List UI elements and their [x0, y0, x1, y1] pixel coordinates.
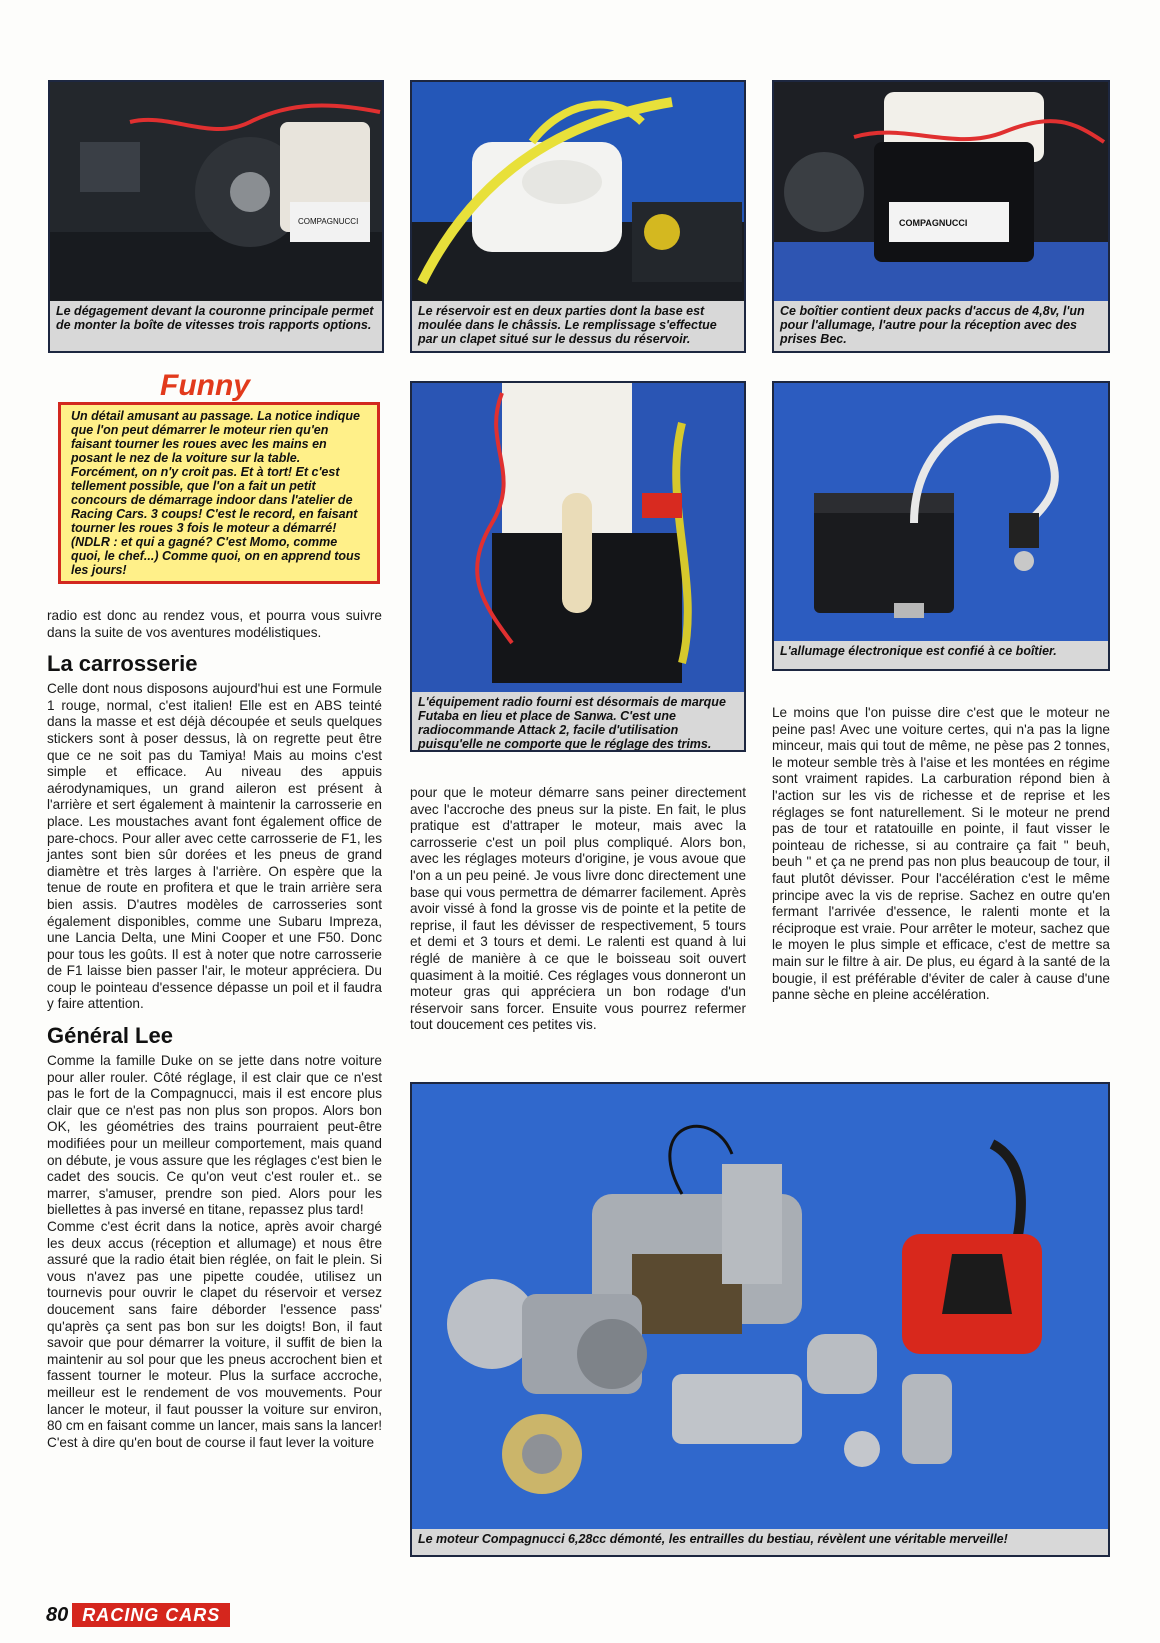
caption-photo-2: Le réservoir est en deux parties dont la base est moulée dans le châssis. Le remplissage s'effectue par un clapet situé sur le dessus du réservoir. — [412, 301, 744, 351]
page-number: 80 — [46, 1604, 69, 1626]
column-2 — [410, 785, 746, 1034]
funny-box — [58, 402, 380, 584]
brand-label-3: COMPAGNUCCI — [899, 218, 968, 228]
caption-photo-5: L'allumage électronique est confié à ce boîtier. — [774, 641, 1108, 669]
caption-photo-1: Le dégagement devant la couronne principale permet de monter la boîte de vitesses trois rapports options. — [50, 301, 382, 351]
fuel-tank-image — [412, 82, 744, 305]
caption-photo-3: Ce boîtier contient deux packs d'accus de 4,8v, l'un pour l'allumage, l'autre pour la réception avec des prises Bec. — [774, 301, 1108, 351]
battery-box-image — [774, 82, 1108, 305]
photo-fuel-tank — [410, 80, 746, 353]
photo-radio-equipment — [410, 381, 746, 752]
column-1 — [47, 608, 382, 1451]
photo-battery-box — [772, 80, 1110, 353]
heading-la-carrosserie: La carrosserie — [47, 651, 198, 677]
para-demarrage: Comme c'est écrit dans la notice, après avoir chargé les deux accus (réception et allumage) et nous être assuré que la radio était bien réglée, on fait le plein. Si vous n'avez pas une pipette coudée, utilisez un tournevis pour ouvrir le clapet du réservoir et versez doucement sans faire déborder l'essence pass' qu'après ça sent pas bon sur les doigts! Bon, il faut savoir que pour démarrer la voiture, il suffit de bien la maintenir au sol pour que les pneus accrochent bien et fassent tourner le moteur. Plus la surface accroche, meilleur est le rendement de vos mouvements. Pour lancer le moteur, il faut pousser la voiture sur environ, 80 cm en faisant comme un lancer, mais sans la lancer! C'est à dire qu'en bout de course il faut lever la voiture — [47, 1219, 382, 1450]
column-1-intro: radio est donc au rendez vous, et pourra vous suivre dans la suite de vos aventures modélistiques. — [47, 608, 382, 640]
funny-title: Funny — [160, 369, 250, 402]
chassis-gear-image — [50, 82, 382, 305]
photo-ignition-box — [772, 381, 1110, 671]
column-3 — [772, 705, 1110, 1004]
radio-equipment-image — [412, 383, 744, 693]
brand-label-1: COMPAGNUCCI — [298, 217, 359, 226]
funny-text: Un détail amusant au passage. La notice indique que l'on peut démarrer le moteur rien qu'en faisant tourner les roues avec les mains en posant le nez de la voiture sur la table. Forcément, on n'y croit pas. Et à tort! Et c'est tellement possible, que l'on a fait un petit concours de démarrage indoor dans l'atelier de Racing Cars. 3 coups! C'est le record, en faisant tourner les roues 3 fois le moteur a démarré! (NDLR : et qui a gagné? C'est Momo, comme quoi, le chef...) Comme quoi, on en apprend tous les jours! — [71, 409, 361, 577]
photo-engine-disassembled — [410, 1082, 1110, 1557]
page-footer — [46, 1603, 230, 1627]
para-column-3: Le moins que l'on puisse dire c'est que le moteur ne peine pas! Avec une voiture certes, qui n'a pas la ligne minceur, mais qui tout de même, ne pèse pas 2 tonnes, le moteur semble très à l'aise et les montées en régime sont vraiment rapides. La carburation répond bien à l'action sur les vis de richesse et de reprise et les réglages se font naturellement. Si le moteur ne prend pas de tour et ratatouille en pointe, il faut visser le pointeau de richesse, si au contraire ça fait " beuh, beuh " et ça ne prend pas non plus beaucoup de tour, il faut plutôt dévisser. Pour l'accélération c'est le même principe avec la vis de reprise. Sachez en outre qu'en fermant l'arrivée d'essence, le ralenti monte et la réciproque est vraie. Pour arrêter le moteur, sachez que le moyen le plus simple et efficace, c'est de mettre sa main sur le filtre à air. De plus, eu égard à la santé de la bougie, il est préférable d'éviter de caler à cause d'une panne sèche en pleine accélération. — [772, 705, 1110, 1003]
heading-general-lee: Général Lee — [47, 1023, 173, 1049]
engine-parts-image — [412, 1084, 1108, 1529]
para-column-2: pour que le moteur démarre sans peiner directement avec l'accroche des pneus sur la piste. En fait, le plus pratique est d'attraper le moteur, mais avec la carrosserie c'est un poil plus compliqué. Alors bon, avec les réglages moteurs d'origine, je vous avoue que l'on a un peu peiné. Je vous livre donc directement une base qui vous permettra de démarrer facilement. Après avoir vissé à fond la grosse vis de pointe et la petite de reprise, il faut les dévisser de respectivement, 5 tours et demi et 3 tours et demi. Le ralenti est quand à lui réglé de manière à ce que le boisseau soit ouvert quasiment à la moitié. Ces réglages vous donneront un moteur gras qui appréciera un bon rodage d'un réservoir sans forcer. Ensuite vous pourrez refermer tout doucement ces petites vis. — [410, 785, 746, 1033]
photo-gear-clearance — [48, 80, 384, 353]
para-general-lee: Comme la famille Duke on se jette dans notre voiture pour aller rouler. Côté réglage, il est clair que ce n'est pas le fort de la Compagnucci, mais il est encore plus clair que ce n'est pas non plus son propos. Alors bon OK, les géométries des trains pourraient peut-être modifiées pour un meilleur comportement, mais quand on débute, je vous assure que les réglages c'est bien le cadet des soucis. Ce qu'on veut c'est rouler et.. se marrer, s'amuser, prendre son pied. Alors pour les biellettes à pas inversé en titane, repassez plus tard! — [47, 1053, 382, 1218]
magazine-logo: RACING CARS — [72, 1603, 230, 1627]
caption-photo-6: Le moteur Compagnucci 6,28cc démonté, les entrailles du bestiau, révèlent une véritable merveille! — [412, 1529, 1108, 1555]
caption-photo-4: L'équipement radio fourni est désormais de marque Futaba en lieu et place de Sanwa. C'est une radiocommande Attack 2, facile d'utilisation puisqu'elle ne comporte que le réglage des trims. — [412, 692, 744, 750]
ignition-box-image — [774, 383, 1108, 645]
para-carrosserie: Celle dont nous disposons aujourd'hui est une Formule 1 rouge, normal, c'est italien! Elle est en ABS teinté dans la masse et est déjà découpée et seuls quelques stickers sont à poser dessus, là on regrette peut être que ce ne soit pas du Tamiya! Mais au moins c'est simple et efficace. Au niveau des appuis aérodynamiques, un grand aileron est présent à l'arrière et sert également à maintenir la carrosserie en place. Les moustaches avant font également office de pare-chocs. Pour aller avec cette carrosserie de F1, les jantes sont bien sûr dorées et les pneus de grand diamètre et très larges à l'arrière. On espère que la tenue de route en profitera et que le train arrière sera bien assis. D'autres modèles de carrosseries sont également disponibles, comme une Subaru Impreza, une Lancia Delta, une Mini Cooper et une F50. Donc pour tous les goûts. Il est à noter que notre carrosserie de F1 laisse bien passer l'air, le moteur appréciera. Du coup le pointeau d'essence dépasse un poil et il faudra y faire attention. — [47, 681, 382, 1012]
